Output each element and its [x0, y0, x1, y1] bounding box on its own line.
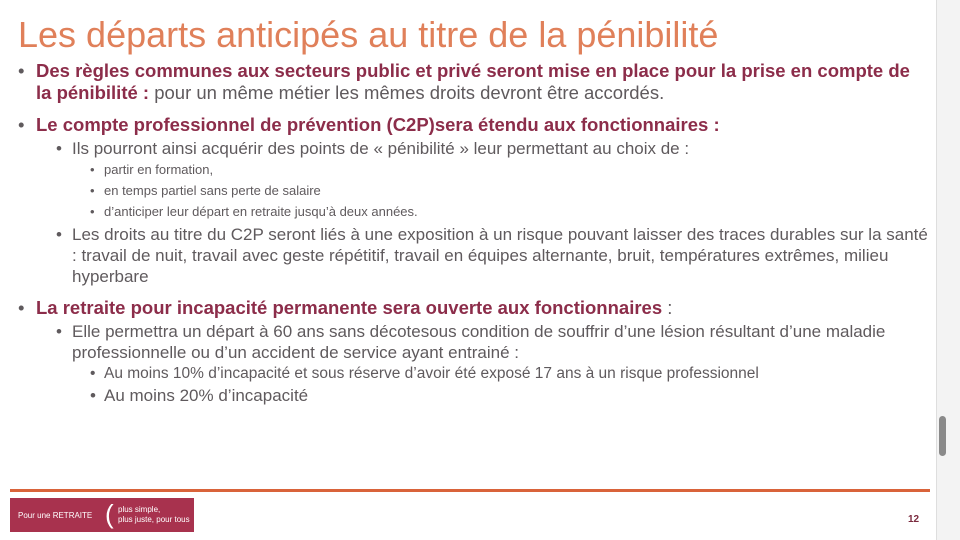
- list-item-text: Au moins 10% d’incapacité et sous réserve d’avoir été exposé 17 ans à un risque professionnel: [104, 365, 759, 382]
- sub-bullet-points: [18, 138, 928, 159]
- logo-paren: (: [105, 499, 114, 529]
- bullet-icon: •: [56, 139, 62, 158]
- bullet-icon: •: [90, 386, 96, 405]
- slide-content: [18, 60, 928, 407]
- bullet-common-rules: [18, 60, 928, 104]
- list-item: [18, 363, 928, 385]
- sub-bullet-departure: [18, 321, 928, 363]
- sub-bullet-rights: [18, 224, 928, 287]
- bullet-icon: •: [56, 322, 62, 341]
- bullet-icon: •: [18, 114, 25, 135]
- list-item: [18, 180, 928, 201]
- list-item-text: partir en formation,: [104, 162, 214, 177]
- bullet-icon: •: [90, 204, 95, 219]
- list-item: [18, 159, 928, 180]
- sub-bullet-rights-text: Les droits au titre du C2P seront liés à une exposition à un risque pouvant laisser des traces durables sur la santé : travail de nuit, travail avec geste répétitif, travail en équipes alternante, bruit, températures extrêmes, milieu hyperbare: [72, 225, 928, 286]
- footer-divider: [10, 489, 930, 492]
- list-item: [18, 385, 928, 407]
- scrollbar-thumb[interactable]: [939, 416, 946, 456]
- logo-right-line-2: plus juste, pour tous: [118, 515, 190, 524]
- page-number: 12: [908, 514, 920, 525]
- bullet-icon: •: [56, 225, 62, 244]
- list-item-text: Au moins 20% d’incapacité: [104, 386, 309, 405]
- bullet-c2p: [18, 114, 928, 136]
- bullet-icon: •: [90, 183, 95, 198]
- slide-title: Les départs anticipés au titre de la pénibilité: [18, 14, 719, 55]
- bullet-icon: •: [90, 365, 96, 382]
- logo-left-text: Pour une RETRAITE: [18, 511, 93, 520]
- bullet-icon: •: [18, 60, 25, 81]
- bullet-icon: •: [90, 162, 95, 177]
- logo-right-text: [118, 505, 190, 525]
- retraite-logo: [10, 498, 194, 532]
- vertical-scrollbar[interactable]: [936, 0, 960, 540]
- bullet-incapacity-colon: :: [662, 297, 673, 318]
- sub-bullet-points-text: Ils pourront ainsi acquérir des points de « pénibilité » leur permettant au choix de :: [72, 139, 690, 158]
- bullet-c2p-bold: Le compte professionnel de prévention (C2P)sera étendu aux fonctionnaires :: [36, 114, 720, 135]
- list-item-text: en temps partiel sans perte de salaire: [104, 183, 321, 198]
- bullet-incapacity-bold: La retraite pour incapacité permanente sera ouverte aux fonctionnaires: [36, 297, 663, 318]
- list-item: [18, 201, 928, 222]
- bullet-incapacity: [18, 297, 928, 319]
- bullet-icon: •: [18, 297, 25, 318]
- sub-bullet-departure-text: Elle permettra un départ à 60 ans sans décotesous condition de souffrir d’une lésion résultant d’une maladie professionnelle ou d’un accident de service ayant entrainé :: [72, 322, 886, 362]
- bullet-common-rules-bold: Des règles communes aux secteurs public et privé seront mise en place pour la prise en compte de la pénibilité :: [36, 60, 910, 103]
- logo-right-line-1: plus simple,: [118, 505, 161, 514]
- bullet-common-rules-text: pour un même métier les mêmes droits devront être accordés.: [149, 82, 665, 103]
- list-item-text: d’anticiper leur départ en retraite jusqu’à deux années.: [104, 204, 418, 219]
